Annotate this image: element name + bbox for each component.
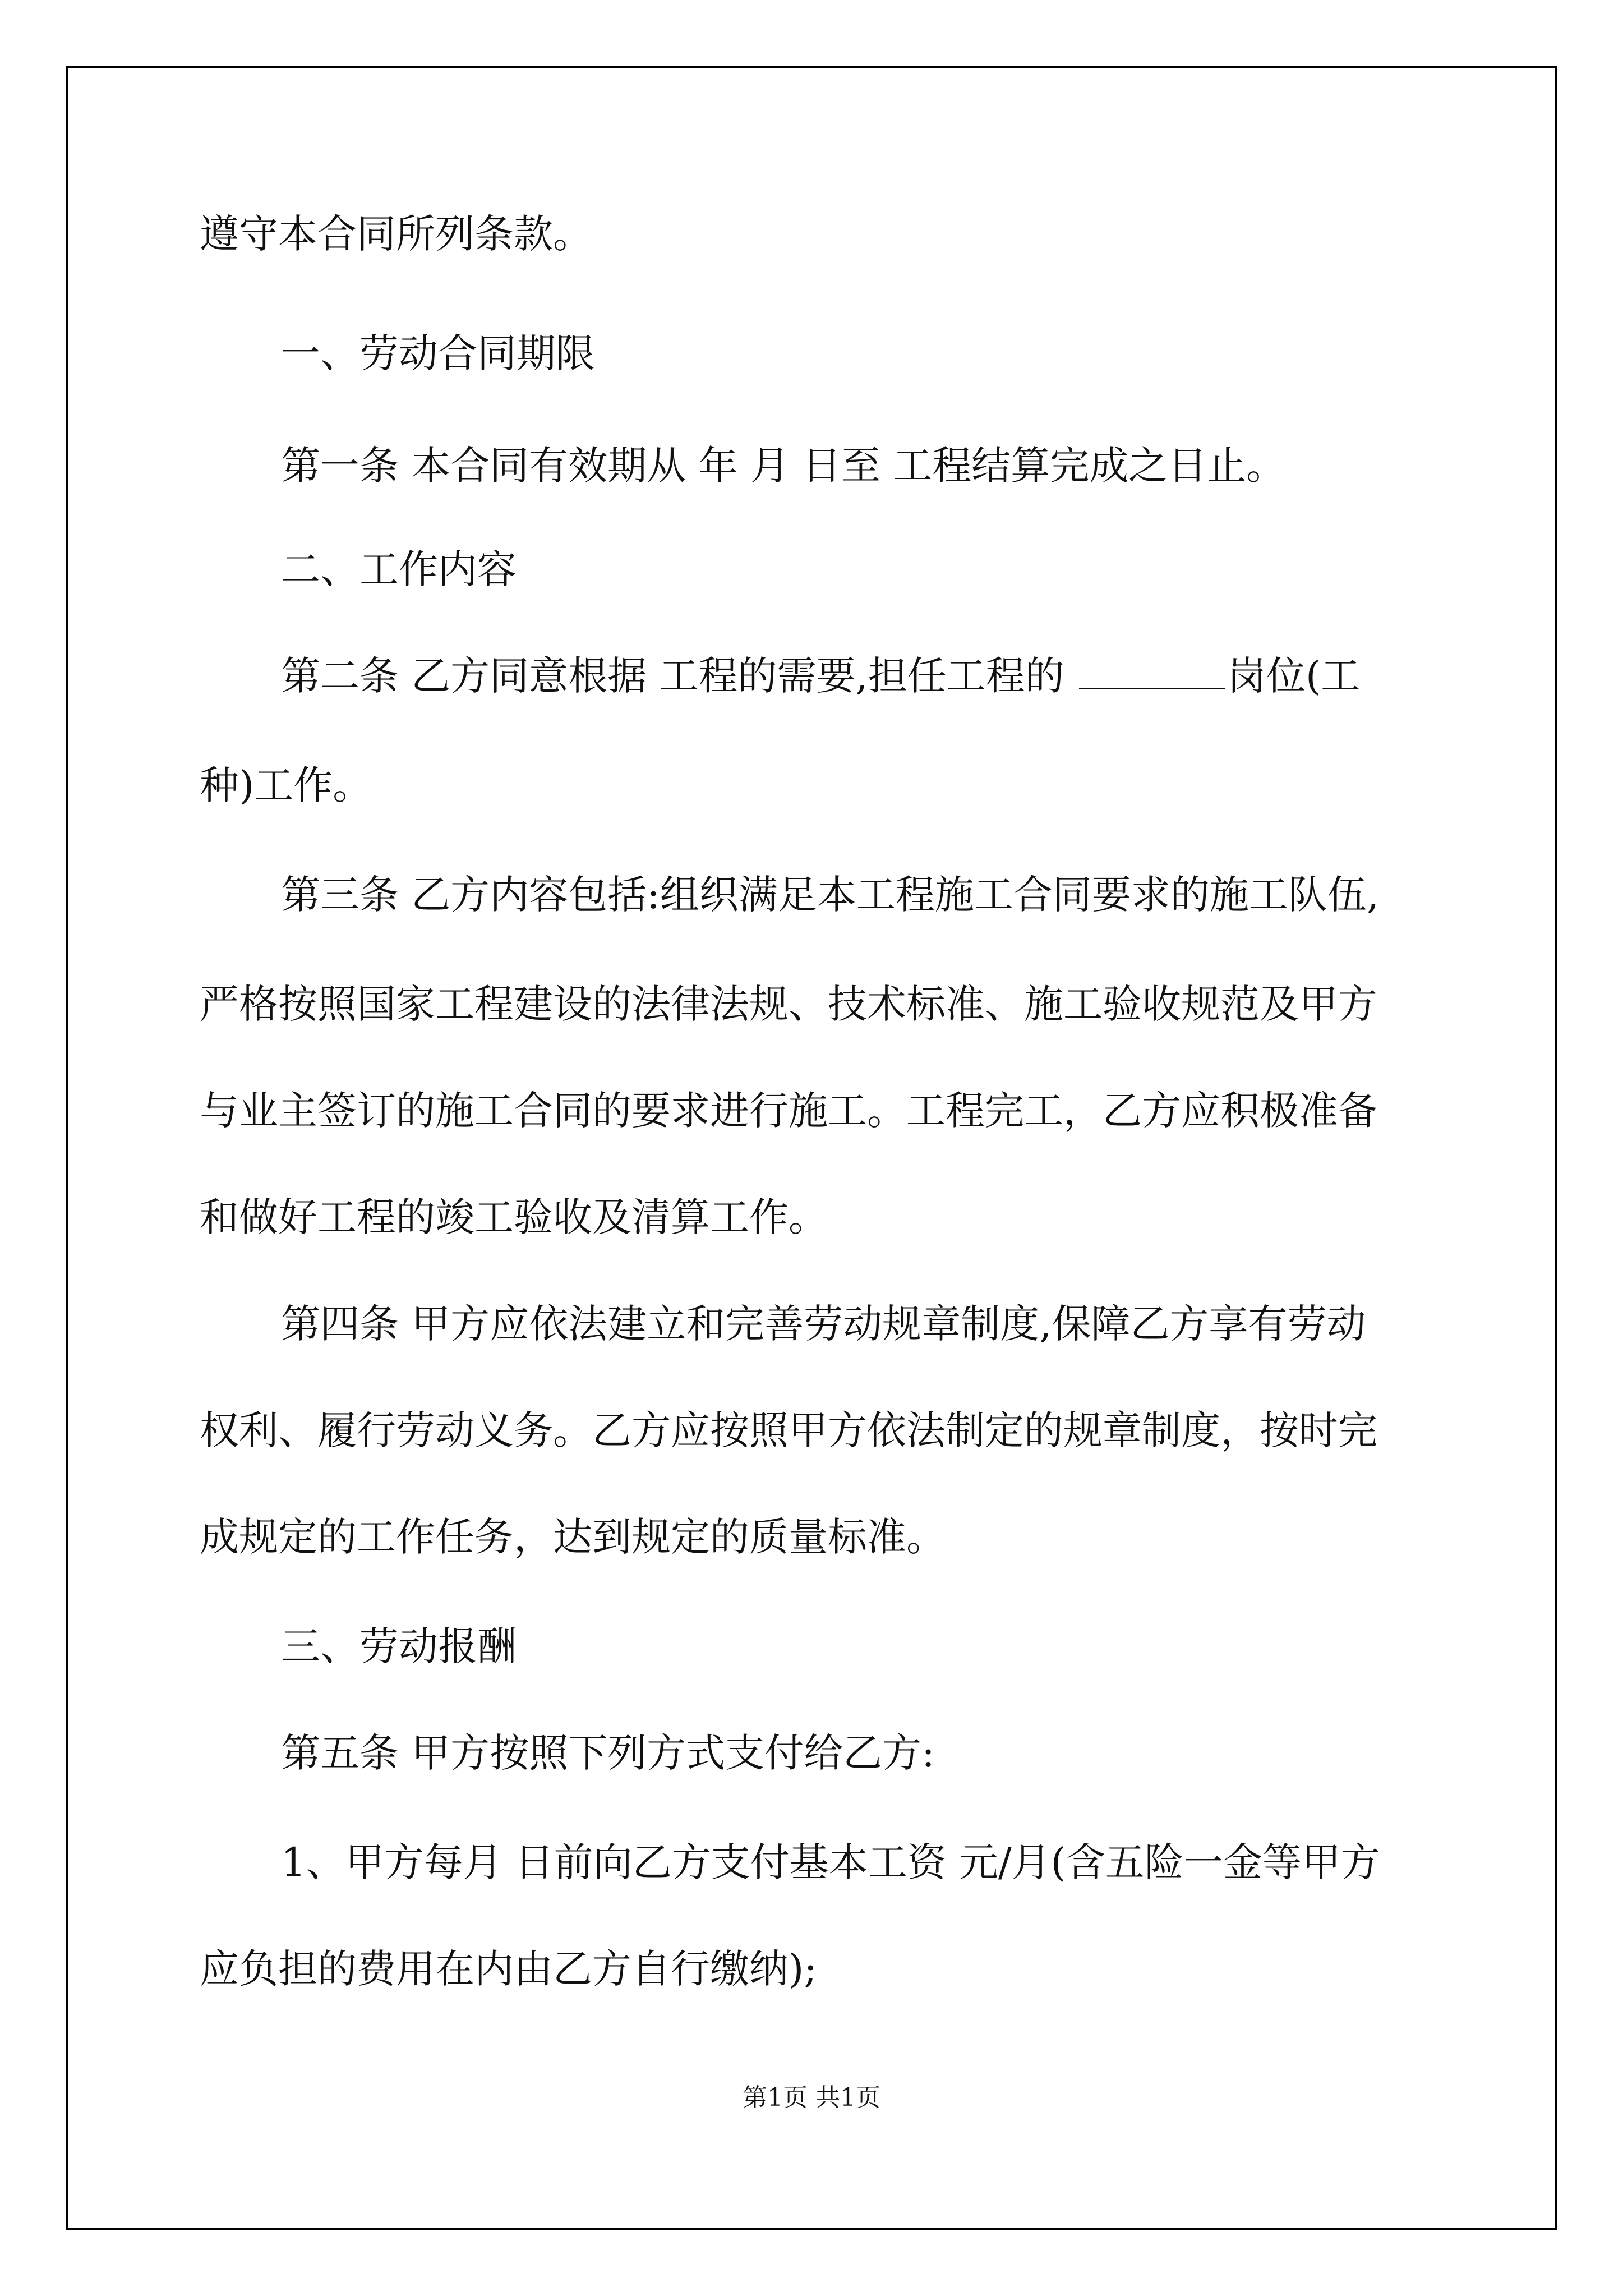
section-heading-remuneration: 三、劳动报酬	[281, 1623, 517, 1669]
article-1: 第一条 本合同有效期从 年 月 日至 工程结算完成之日止。	[281, 443, 1286, 489]
section-heading-term: 一、劳动合同期限	[281, 330, 595, 376]
page-number-footer: 第1页 共1页	[743, 2083, 880, 2112]
article-4-line-3: 成规定的工作任务，达到规定的质量标准。	[200, 1514, 946, 1560]
item-1-line-1: 1、甲方每月 日前向乙方支付基本工资 元/月(含五险一金等甲方	[281, 1839, 1380, 1885]
article-2-line-1	[281, 651, 1360, 701]
article-2-line-2: 种)工作。	[200, 762, 372, 808]
item-1-line-2: 应负担的费用在内由乙方自行缴纳);	[200, 1946, 817, 1992]
article-3-line-2: 严格按照国家工程建设的法律法规、技术标准、施工验收规范及甲方	[200, 981, 1377, 1027]
page-border	[66, 66, 1557, 2230]
article-2-text: 第二条 乙方同意根据 工程的需要,担任工程的	[281, 653, 1064, 699]
article-3-line-1: 第三条 乙方内容包括:组织满足本工程施工合同要求的施工队伍,	[281, 872, 1380, 918]
article-5: 第五条 甲方按照下列方式支付给乙方:	[281, 1730, 935, 1776]
paragraph-line: 遵守本合同所列条款。	[200, 211, 592, 257]
section-heading-work-content: 二、工作内容	[281, 546, 517, 592]
article-4-line-1: 第四条 甲方应依法建立和完善劳动规章制度,保障乙方享有劳动	[281, 1301, 1366, 1347]
article-2-text-end: 岗位(工	[1227, 653, 1361, 699]
position-blank	[1079, 655, 1225, 689]
article-4-line-2: 权利、履行劳动义务。乙方应按照甲方依法制定的规章制度，按时完	[200, 1407, 1377, 1453]
article-3-line-4: 和做好工程的竣工验收及清算工作。	[200, 1194, 828, 1240]
article-3-line-3: 与业主签订的施工合同的要求进行施工。工程完工，乙方应积极准备	[200, 1088, 1377, 1134]
